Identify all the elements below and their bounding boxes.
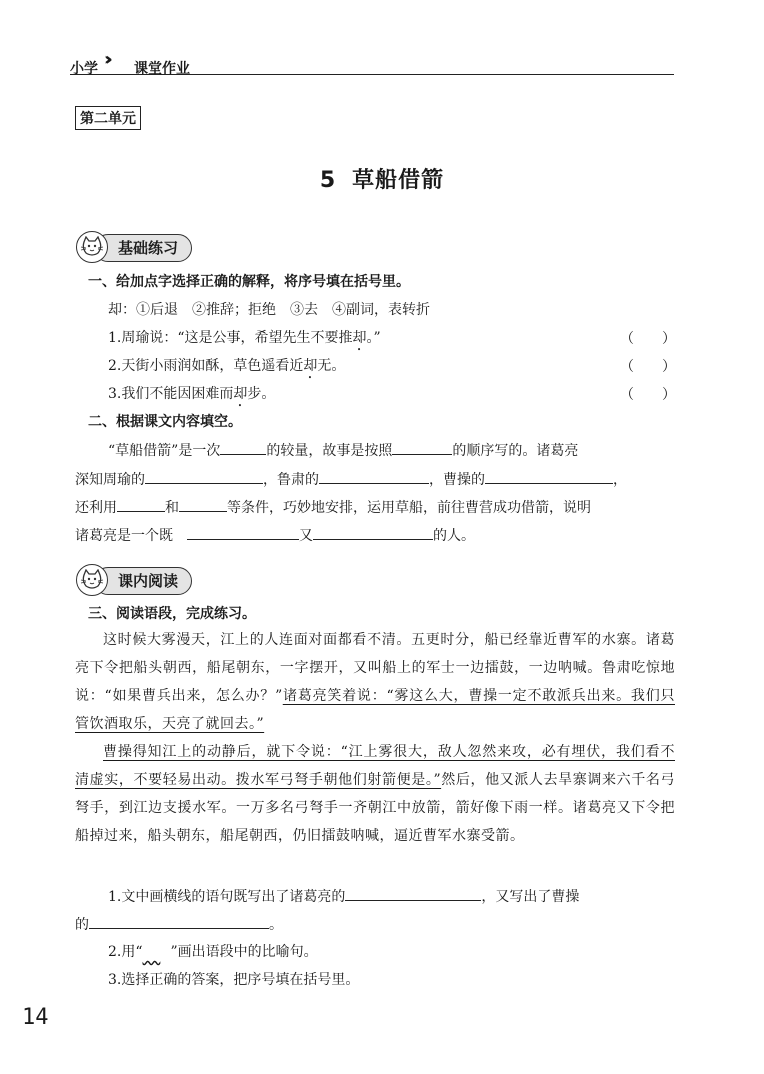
simile-text: 箭好像下雨一样	[455, 800, 559, 816]
q2-line	[75, 525, 475, 546]
q1-item-text: 步。	[247, 386, 276, 402]
exercise-2	[108, 942, 318, 962]
q2-text: 深知周瑜的	[75, 472, 145, 488]
q1-item-text: 2.天街小雨润如酥，草色遥看近	[108, 358, 304, 374]
exercise-text: ”画出语段中的比喻句。	[170, 944, 318, 960]
page-number: 14	[22, 1005, 49, 1030]
q1-prompt: 一、给加点字选择正确的解释，将序号填在括号里。	[88, 274, 410, 290]
exercise-text: 。	[269, 917, 283, 933]
fill-blank[interactable]	[485, 469, 613, 484]
answer-paren[interactable]: （ ）	[620, 387, 676, 403]
dotted-char: 却	[352, 330, 367, 346]
answer-paren[interactable]: （ ）	[620, 359, 676, 375]
q1-item	[108, 384, 275, 410]
q2-text: 又	[299, 528, 313, 544]
exercise-1	[108, 886, 579, 907]
fill-blank[interactable]	[89, 914, 269, 929]
q2-line	[75, 469, 627, 490]
underlined-sentence: 诸葛亮笑着说：“雾这么大，曹操一定不敢派兵出来。我们只管饮酒取乐，天亮了就回去。”	[75, 688, 675, 732]
q1-item-text: 。”	[366, 330, 381, 346]
exercise-text: 2.用“	[108, 944, 143, 960]
reading-paragraph-1	[75, 626, 675, 738]
fill-blank[interactable]	[319, 469, 429, 484]
fill-blank[interactable]	[187, 525, 299, 540]
fill-blank[interactable]	[145, 469, 263, 484]
q1-item-text: 无。	[317, 358, 346, 374]
q2-prompt: 二、根据课文内容填空。	[88, 414, 242, 430]
q1-item	[108, 328, 381, 354]
lesson-name: 草船借箭	[352, 168, 445, 193]
wavy-line-icon	[143, 942, 171, 962]
exercise-text: 1.文中画横线的语句既写出了诸葛亮的	[108, 889, 346, 905]
paragraph-text: 这时候大雾漫天，江上的人连面对面都看不清。五更时分，船已经靠近曹军的水寨。诸葛亮下令把船头朝西，船尾朝东，一字摆开，又叫船上的军士一边擂鼓，一边呐喊。鲁肃吃惊地说：“如果曹兵出来，怎么办？”	[75, 632, 675, 704]
header-subtitle: 课堂作业	[134, 61, 190, 77]
q2-text: “草船借箭”是一次	[108, 443, 221, 459]
paragraph-text: 然后，他又派人去旱寨调来六千名弓弩手，到江边支援水军。一万多名弓弩手一齐朝江中放箭，	[75, 772, 675, 816]
underlined-sentence: 曹操得知江上的动静后，就下令说：“江上雾很大，敌人忽然来攻，必有埋伏，我们看不清虚实，不要轻易出动。拨水军弓弩手朝他们射箭便是。”	[75, 744, 675, 788]
chevron-icon: ››	[104, 49, 107, 70]
header-rule	[70, 74, 674, 75]
exercise-1-cont	[75, 914, 283, 935]
section-label-basic: 基础练习	[118, 239, 179, 257]
fill-blank[interactable]	[117, 497, 165, 512]
q2-text: ，	[613, 472, 627, 488]
q2-line	[108, 440, 578, 461]
fill-blank[interactable]	[179, 497, 227, 512]
q2-text: 还利用	[75, 500, 117, 516]
q2-line	[75, 497, 591, 518]
reading-paragraph-2	[75, 738, 675, 850]
q1-item	[108, 356, 345, 382]
q2-text: 和	[165, 500, 179, 516]
paragraph-text: 。诸葛亮又下令把船掉过来，船头朝东，船尾朝西，仍旧擂鼓呐喊，逼近曹军水寨受箭。	[75, 800, 676, 844]
q2-text: ，鲁肃的	[263, 472, 319, 488]
q2-text: 等条件，巧妙地安排，运用草船，前往曹营成功借箭，说明	[227, 500, 591, 516]
q1-item-text: 3.我们不能因困难而	[108, 386, 234, 402]
q2-text: 诸葛亮是一个既	[75, 528, 173, 544]
lesson-number: 5	[319, 168, 337, 193]
dotted-char: 却	[233, 386, 248, 402]
lesson-title	[0, 163, 764, 194]
answer-paren[interactable]: （ ）	[620, 331, 676, 347]
dotted-char: 却	[303, 358, 318, 374]
q1-item-text: 1.周瑜说：“这是公事，希望先生不要推	[108, 330, 353, 346]
header-brand: 小学	[70, 61, 98, 77]
fill-blank[interactable]	[392, 440, 452, 455]
exercise-3: 3.选择正确的答案，把序号填在括号里。	[108, 972, 360, 988]
q2-text: 的较量，故事是按照	[266, 443, 393, 459]
unit-label: 第二单元	[75, 106, 141, 130]
q3-prompt: 三、阅读语段，完成练习。	[88, 606, 256, 622]
fill-blank[interactable]	[313, 525, 433, 540]
exercise-text: 的	[75, 917, 89, 933]
fill-blank[interactable]	[345, 886, 481, 901]
q2-text: ，曹操的	[429, 472, 485, 488]
q2-text: 的顺序写的。诸葛亮	[452, 443, 579, 459]
cat-mascot-icon	[76, 231, 108, 263]
cat-mascot-icon	[76, 564, 108, 596]
section-label-reading: 课内阅读	[118, 572, 179, 590]
q2-text: 的人。	[433, 528, 475, 544]
exercise-text: ，又写出了曹操	[481, 889, 580, 905]
q1-options: 却：①后退 ②推辞；拒绝 ③去 ④副词，表转折	[108, 302, 430, 318]
fill-blank[interactable]	[220, 440, 266, 455]
